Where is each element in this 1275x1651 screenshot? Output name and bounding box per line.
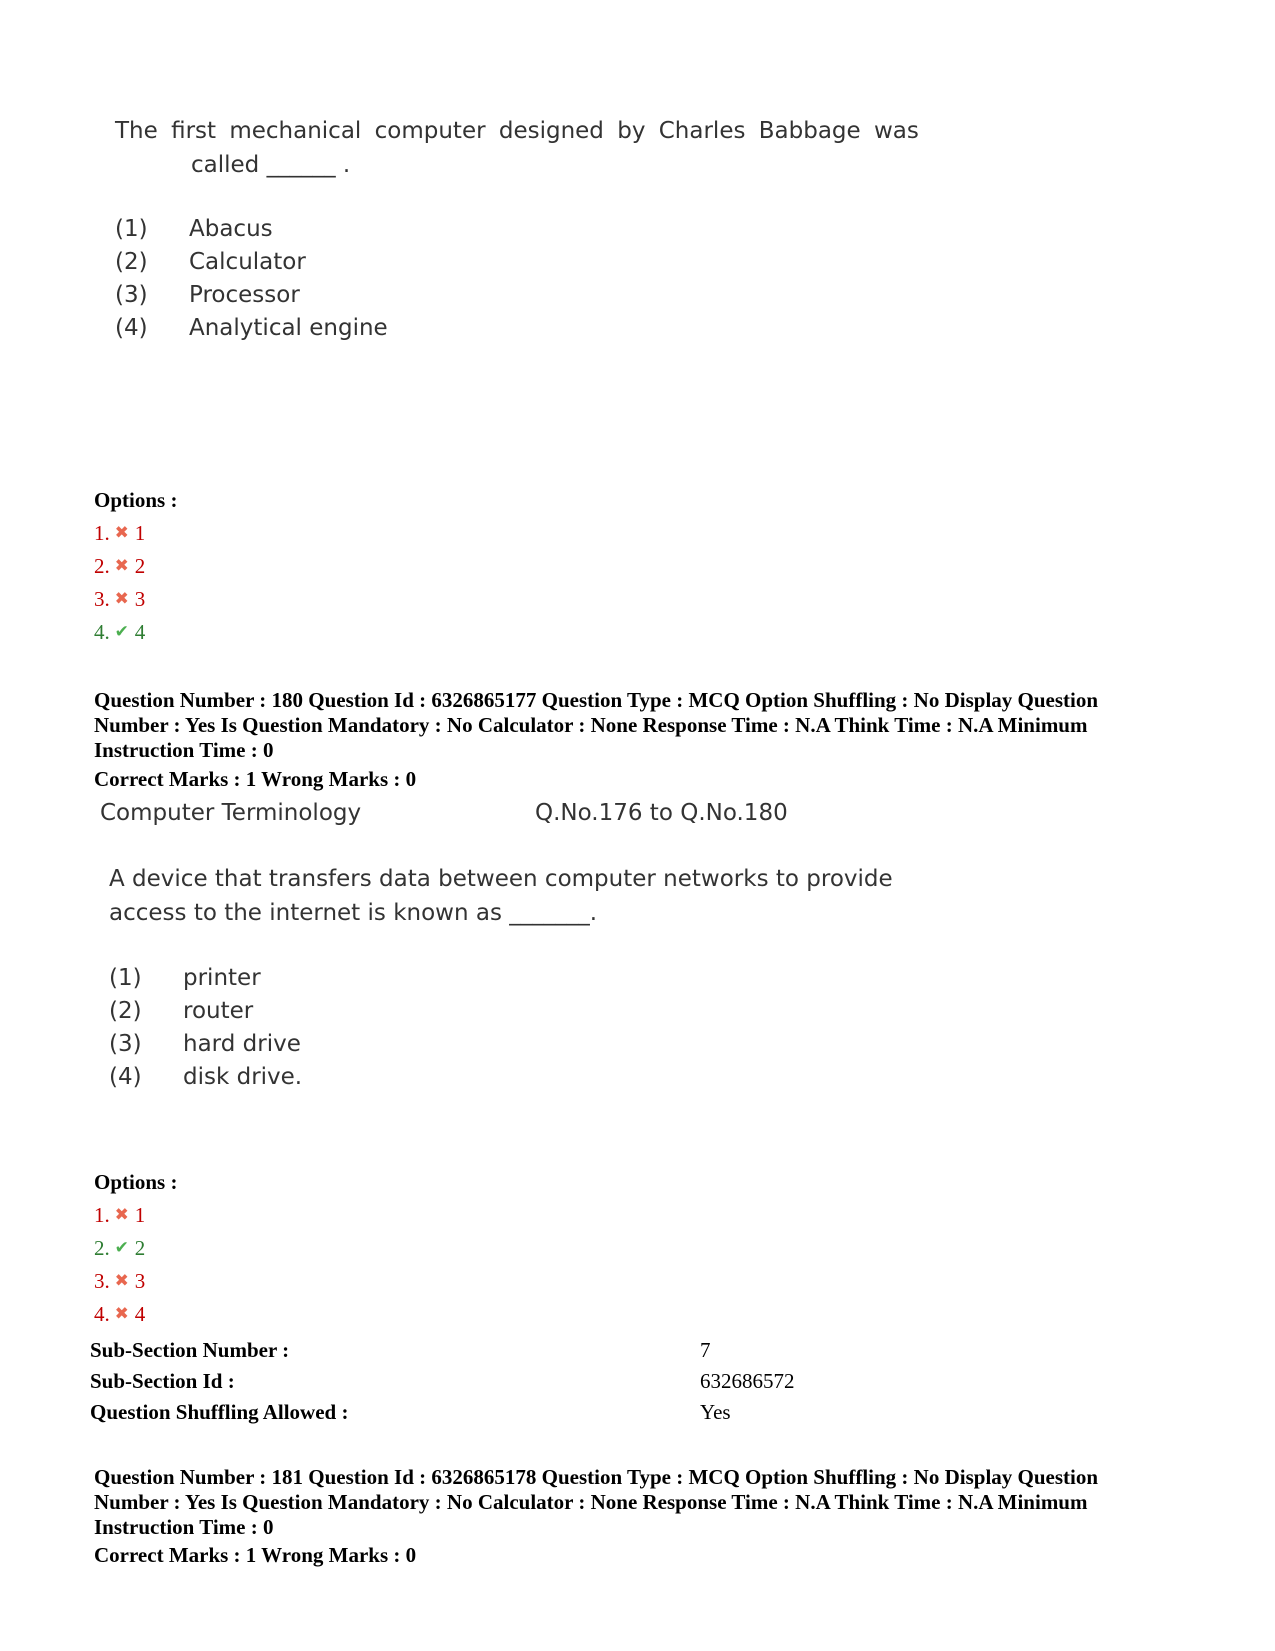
section-range: Q.No.176 to Q.No.180 [535,800,788,826]
option-row [94,554,145,579]
option-value: 4 [134,620,146,644]
option-row [94,521,145,546]
question-179-image [115,118,919,368]
option-row [94,587,145,612]
question-shuffling-value: Yes [700,1400,731,1424]
check-icon: ✔ [114,622,129,641]
option-index: 4. [94,620,110,644]
question-stem-line-1: A device that transfers data between computer networks to provide [109,866,893,892]
choice-number: (4) [115,315,148,341]
question-stem-line-1: The first mechanical computer designed by Charles Babbage was [115,118,919,144]
marks-line: Correct Marks : 1 Wrong Marks : 0 [94,1543,417,1567]
option-row [94,620,145,645]
option-index: 2. [94,1236,110,1260]
question-180-meta [94,688,1204,763]
choice-text: Processor [189,282,300,308]
sub-section-number-label: Sub-Section Number : [90,1338,290,1362]
options-label: Options : [94,488,178,512]
choice-text: disk drive. [183,1064,303,1090]
choice-number: (3) [109,1031,142,1057]
cross-icon: ✖ [114,1205,129,1224]
meta-line: Number : Yes Is Question Mandatory : No Calculator : None Response Time : N.A Think Time : N.A Minimum [94,1490,1088,1514]
sub-section-number-value: 7 [700,1338,711,1362]
option-index: 2. [94,554,110,578]
option-value: 1 [134,521,146,545]
choice-number: (2) [109,998,142,1024]
meta-line: Question Number : 180 Question Id : 6326865177 Question Type : MCQ Option Shuffling : No Display Question [94,688,1099,712]
choice-number: (1) [109,965,142,991]
choice-text: printer [183,965,261,991]
option-row [94,1236,145,1261]
options-label: Options : [94,1170,178,1194]
cross-icon: ✖ [114,523,129,542]
choice-text: router [183,998,254,1024]
choice-number: (3) [115,282,148,308]
option-row [94,1203,145,1228]
meta-line: Instruction Time : 0 [94,1515,274,1539]
sub-section-id-value: 632686572 [700,1369,795,1393]
question-shuffling-label: Question Shuffling Allowed : [90,1400,349,1424]
option-index: 1. [94,1203,110,1227]
question-stem-line-2: access to the internet is known as _______. [109,900,598,926]
cross-icon: ✖ [114,1304,129,1323]
sub-section-id-label: Sub-Section Id : [90,1369,235,1393]
cross-icon: ✖ [114,589,129,608]
option-row [94,1269,145,1294]
question-181-meta [94,1465,1204,1540]
marks-line: Correct Marks : 1 Wrong Marks : 0 [94,767,417,791]
option-value: 3 [134,587,146,611]
option-value: 2 [134,1236,146,1260]
choice-text: Abacus [189,216,273,242]
option-row [94,1302,145,1327]
option-index: 1. [94,521,110,545]
choice-number: (4) [109,1064,142,1090]
question-180-image [100,800,920,1100]
meta-line: Number : Yes Is Question Mandatory : No Calculator : None Response Time : N.A Think Time : N.A Minimum [94,713,1088,737]
question-stem-line-2: called ______ . [191,152,351,178]
choice-text: Calculator [189,249,306,275]
cross-icon: ✖ [114,1271,129,1290]
meta-line: Question Number : 181 Question Id : 6326865178 Question Type : MCQ Option Shuffling : No Display Question [94,1465,1099,1489]
section-title: Computer Terminology [100,800,362,826]
cross-icon: ✖ [114,556,129,575]
check-icon: ✔ [114,1238,129,1257]
choice-number: (2) [115,249,148,275]
option-index: 3. [94,1269,110,1293]
choice-text: Analytical engine [189,315,388,341]
option-value: 3 [134,1269,146,1293]
option-index: 3. [94,587,110,611]
choice-number: (1) [115,216,148,242]
option-value: 1 [134,1203,146,1227]
meta-line: Instruction Time : 0 [94,738,274,762]
option-value: 4 [134,1302,146,1326]
choice-text: hard drive [183,1031,301,1057]
option-value: 2 [134,554,146,578]
option-index: 4. [94,1302,110,1326]
